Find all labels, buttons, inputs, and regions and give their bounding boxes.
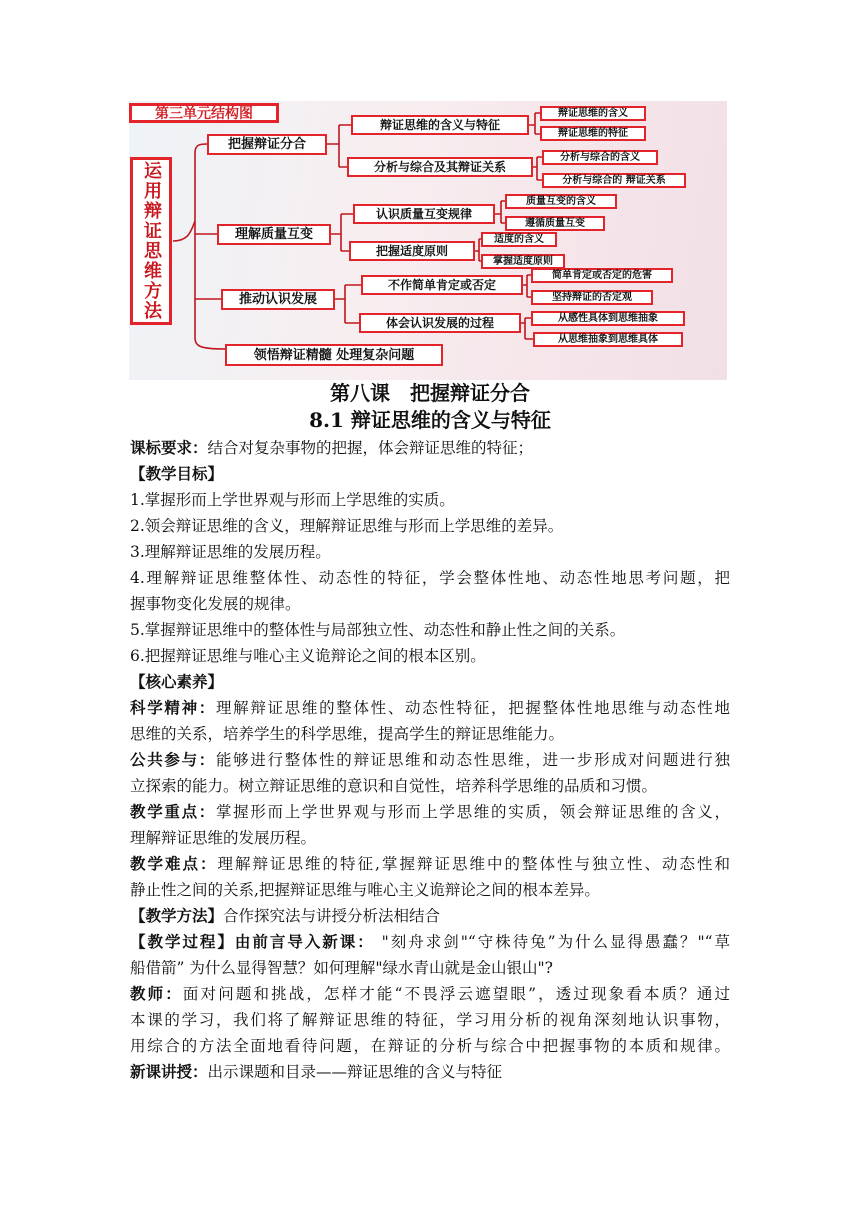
objective-item: 1.掌握形而上学世界观与形而上学思维的实质。 [130, 491, 455, 509]
participation-label: 公共参与： [130, 750, 216, 769]
process-line: 船借箭” 为什么显得智慧？如何理解"绿水青山就是金山银山"? [130, 959, 553, 977]
objectives-heading: 【教学目标】 [130, 464, 224, 483]
participation-line: 立探索的能力。树立辩证思维的意识和自觉性，培养科学思维的品质和习惯。 [130, 777, 658, 795]
leaf-node: 质量互变的含义 [505, 194, 617, 209]
leaf-node: 分析与综合的含义 [542, 150, 658, 165]
objective-item: 4.理解辩证思维整体性、动态性的特征，学会整体性地、动态性地思考问题，把 [130, 569, 730, 587]
teacher-text: 面对问题和挑战，怎样才能“不畏浮云遮望眼”，透过现象看本质？通过 [182, 985, 730, 1003]
objective-item: 5.掌握辩证思维中的整体性与局部独立性、动态性和静止性之间的关系。 [130, 621, 626, 639]
science-line [130, 695, 730, 721]
new-lesson-label: 新课讲授： [130, 1062, 208, 1081]
difficulties-line [130, 851, 730, 877]
leaf-node: 辩证思维的特征 [540, 126, 646, 141]
leaf-node: 适度的含义 [481, 232, 557, 247]
teacher-line [130, 981, 730, 1007]
key-points-line: 理解辩证思维的发展历程。 [130, 829, 317, 847]
method-line [130, 903, 730, 929]
process-text: "刻舟求剑"“守株待兔”为什么显得愚蠢？"“草 [374, 933, 730, 951]
teacher-line: 本课的学习，我们将了解辩证思维的特征，学习用分析的视角深刻地认识事物， [130, 1011, 730, 1029]
topic-node: 认识质量互变规律 [353, 204, 495, 224]
leaf-node: 掌握适度原则 [481, 254, 565, 269]
difficulties-label: 教学难点： [130, 854, 218, 873]
leaf-node: 分析与综合的 辩证关系 [542, 173, 686, 188]
difficulties-line: 静止性之间的关系,把握辩证思维与唯心主义诡辩论之间的根本差异。 [130, 881, 600, 899]
leaf-node: 坚持辩证的否定观 [531, 290, 653, 305]
leaf-node: 从思维抽象到思维具体 [533, 332, 683, 347]
teacher-label: 教师： [130, 984, 183, 1003]
process-label: 【教学过程】由前言导入新课： [130, 932, 375, 951]
leaf-node: 简单肯定或否定的危害 [531, 268, 673, 283]
leaf-node: 辩证思维的含义 [540, 106, 646, 121]
root-node: 运用辩证思维方法 [130, 157, 172, 325]
branch-node: 领悟辩证精髓 处理复杂问题 [225, 344, 443, 366]
branch-node: 把握辩证分合 [207, 134, 327, 155]
science-line: 思维的关系，培养学生的科学思维，提高学生的辩证思维能力。 [130, 725, 565, 743]
method-label: 【教学方法】 [130, 906, 224, 925]
topic-node: 不作简单肯定或否定 [361, 275, 523, 295]
requirement-text: 结合对复杂事物的把握，体会辩证思维的特征； [207, 439, 534, 457]
participation-text: 能够进行整体性的辩证思维和动态性思维，进一步形成对问题进行独 [215, 751, 730, 769]
literacy-heading: 【核心素养】 [130, 672, 224, 691]
key-points-text: 掌握形而上学世界观与形而上学思维的实质，领会辩证思维的含义， [215, 803, 730, 821]
science-text: 理解辩证思维的整体性、动态性特征，把握整体性地思维与动态性地 [215, 699, 730, 717]
objective-item: 6.把握辩证思维与唯心主义诡辩论之间的根本区别。 [130, 647, 486, 665]
topic-node: 辩证思维的含义与特征 [351, 115, 529, 135]
difficulties-text: 理解辩证思维的特征,掌握辩证思维中的整体性与独立性、动态性和 [217, 855, 730, 873]
branch-node: 理解质量互变 [217, 224, 331, 245]
lesson-title: 第八课 把握辩证分合 [330, 381, 530, 405]
unit-title: 第三单元结构图 [129, 103, 279, 123]
topic-node: 分析与综合及其辩证关系 [347, 157, 533, 177]
new-lesson-line [130, 1059, 730, 1085]
science-label: 科学精神： [130, 698, 216, 717]
process-line [130, 929, 730, 955]
participation-line [130, 747, 730, 773]
unit-structure-diagram [129, 101, 727, 380]
topic-node: 体会认识发展的过程 [359, 313, 521, 333]
key-points-line [130, 799, 730, 825]
section-title: 8.1 辩证思维的含义与特征 [309, 408, 551, 432]
key-points-label: 教学重点： [130, 802, 216, 821]
objective-item: 3.理解辩证思维的发展历程。 [130, 543, 331, 561]
objective-item: 2.领会辩证思维的含义，理解辩证思维与形而上学思维的差异。 [130, 517, 564, 535]
requirement-label: 课标要求： [130, 438, 208, 457]
teacher-line: 用综合的方法全面地看待问题，在辩证的分析与综合中把握事物的本质和规律。 [130, 1037, 730, 1055]
new-lesson-text: 出示课题和目录——辩证思维的含义与特征 [207, 1063, 503, 1081]
leaf-node: 从感性具体到思维抽象 [531, 311, 685, 326]
branch-node: 推动认识发展 [221, 289, 335, 310]
requirement-line [130, 435, 730, 461]
method-text: 合作探究法与讲授分析法相结合 [223, 907, 441, 925]
topic-node: 把握适度原则 [349, 241, 475, 261]
leaf-node: 遵循质量互变 [505, 216, 605, 231]
objective-item: 握事物变化发展的规律。 [130, 595, 301, 613]
